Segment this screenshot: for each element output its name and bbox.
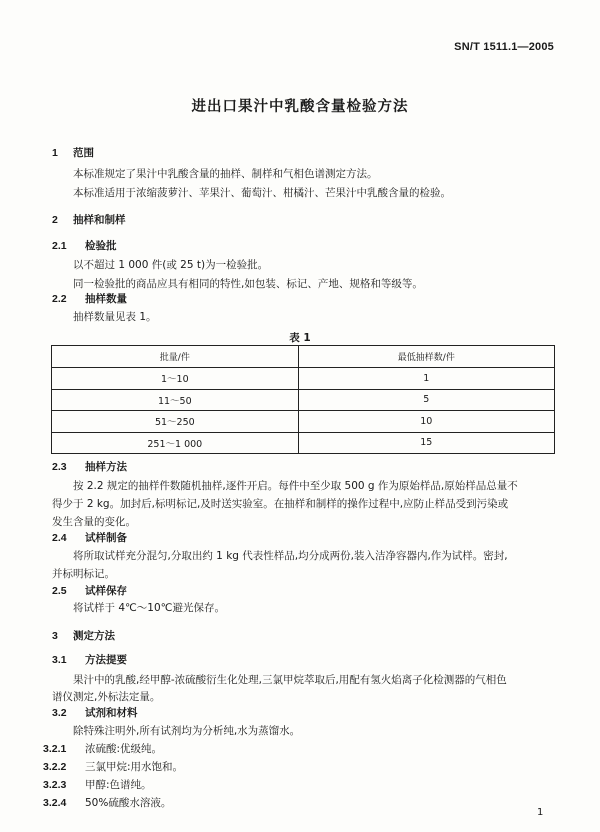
item-number: 3.2.4 — [43, 797, 67, 809]
section-heading: 试剂和材料 — [85, 707, 138, 719]
item-number: 3.2.1 — [43, 743, 67, 755]
table-cell: 1 — [298, 368, 554, 390]
table-header-batch: 批量/件 — [52, 346, 299, 368]
document-title: 进出口果汁中乳酸含量检验方法 — [191, 99, 409, 115]
table-cell: 51～250 — [52, 411, 299, 433]
section-heading: 试样保存 — [85, 585, 127, 597]
section-heading: 范围 — [73, 147, 94, 159]
section-number: 2 — [52, 214, 58, 226]
sample-quantity-table — [51, 345, 555, 454]
section-heading: 抽样数量 — [85, 293, 127, 305]
paragraph-line: 得少于 2 kg。加封后,标明标记,及时送实验室。在抽样和制样的操作过程中,应防止样品受到污染或 — [52, 498, 509, 510]
paragraph-line: 将所取试样充分混匀,分取出约 1 kg 代表性样品,均分成两份,装入洁净容器内,作为试样。密封, — [73, 550, 508, 562]
section-number: 3.1 — [52, 654, 67, 666]
paragraph: 本标准规定了果汁中乳酸含量的抽样、制样和气相色谱测定方法。 — [73, 168, 378, 180]
item-text: 甲醇:色谱纯。 — [85, 779, 152, 791]
paragraph: 同一检验批的商品应具有相同的特性,如包装、标记、产地、规格和等级等。 — [73, 278, 423, 290]
paragraph-line: 发生含量的变化。 — [52, 516, 136, 528]
table-cell: 15 — [298, 432, 554, 454]
section-heading: 试样制备 — [85, 532, 127, 544]
section-heading: 方法提要 — [85, 654, 127, 666]
paragraph: 本标准适用于浓缩菠萝汁、苹果汁、葡萄汁、柑橘汁、芒果汁中乳酸含量的检验。 — [73, 187, 451, 199]
item-text: 50%硫酸水溶液。 — [85, 797, 172, 809]
section-number: 2.5 — [52, 585, 67, 597]
section-number: 2.1 — [52, 240, 67, 252]
section-heading: 抽样和制样 — [73, 214, 126, 226]
table-cell: 10 — [298, 411, 554, 433]
section-number: 3.2 — [52, 707, 67, 719]
table-header-min-samples: 最低抽样数/件 — [298, 346, 554, 368]
paragraph-line: 谱仪测定,外标法定量。 — [52, 691, 161, 703]
table-cell: 251～1 000 — [52, 432, 299, 454]
section-heading: 检验批 — [85, 240, 117, 252]
paragraph: 以不超过 1 000 件(或 25 t)为一检验批。 — [73, 259, 269, 271]
section-number: 2.3 — [52, 461, 67, 473]
paragraph-line: 并标明标记。 — [52, 568, 115, 580]
section-number: 1 — [52, 147, 58, 159]
paragraph-line: 除特殊注明外,所有试剂均为分析纯,水为蒸馏水。 — [73, 725, 301, 737]
paragraph-line: 按 2.2 规定的抽样件数随机抽样,逐件开启。每件中至少取 500 g 作为原始样品,原始样品总量不 — [73, 480, 518, 492]
paragraph: 抽样数量见表 1。 — [73, 311, 157, 323]
table-cell: 5 — [298, 389, 554, 411]
table-row — [52, 368, 555, 390]
page-number: 1 — [537, 807, 544, 818]
section-number: 2.4 — [52, 532, 67, 544]
item-text: 三氯甲烷:用水饱和。 — [85, 761, 184, 773]
standard-code: SN/T 1511.1—2005 — [454, 41, 554, 53]
section-number: 2.2 — [52, 293, 67, 305]
paragraph-line: 果汁中的乳酸,经甲醇-浓硫酸衍生化处理,三氯甲烷萃取后,用配有氢火焰离子化检测器的气相色 — [73, 674, 507, 686]
table-row — [52, 389, 555, 411]
section-heading: 测定方法 — [73, 630, 115, 642]
item-number: 3.2.2 — [43, 761, 67, 773]
section-number: 3 — [52, 630, 58, 642]
paragraph-line: 将试样于 4℃～10℃避光保存。 — [73, 602, 225, 614]
table-row — [52, 411, 555, 433]
table-caption: 表 1 — [289, 332, 311, 344]
table-cell: 11～50 — [52, 389, 299, 411]
item-text: 浓硫酸:优级纯。 — [85, 743, 163, 755]
table-cell: 1～10 — [52, 368, 299, 390]
item-number: 3.2.3 — [43, 779, 67, 791]
section-heading: 抽样方法 — [85, 461, 127, 473]
table-row — [52, 432, 555, 454]
